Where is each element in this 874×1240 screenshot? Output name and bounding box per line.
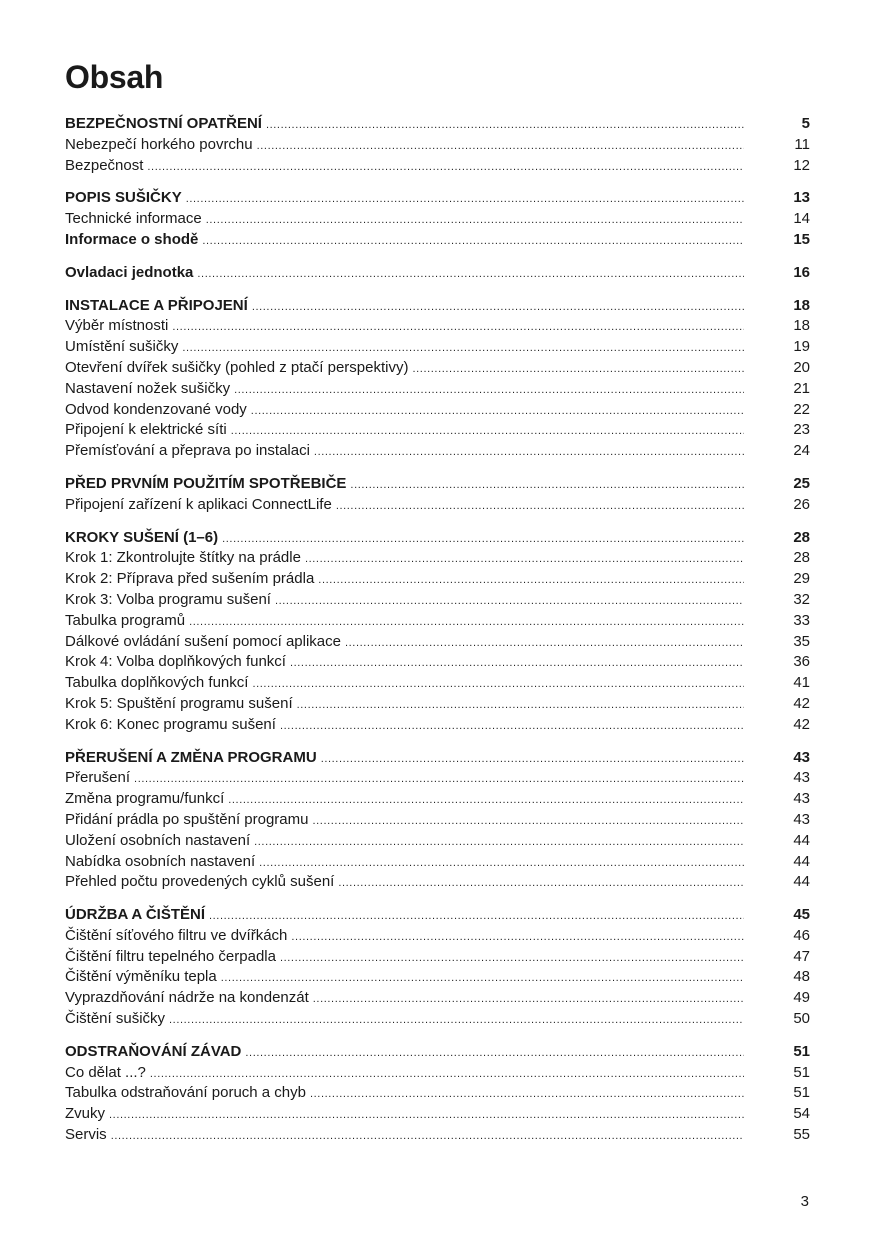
toc-entry-title: Zvuky <box>65 1105 106 1123</box>
toc-heading-entry[interactable] <box>65 188 810 209</box>
dot-leader <box>186 189 744 210</box>
toc-entry-title: KROKY SUŠENÍ (1–6) <box>65 528 219 546</box>
toc-entry-title: Servis <box>65 1126 107 1144</box>
dot-leader <box>134 769 744 790</box>
toc-entry[interactable] <box>65 1125 810 1146</box>
toc-entry[interactable] <box>65 337 810 358</box>
toc-entry-page: 41 <box>793 674 810 692</box>
dot-leader <box>172 317 744 338</box>
toc-entry-title: Informace o shodě <box>65 230 199 248</box>
toc-entry-page: 20 <box>793 358 810 376</box>
toc-entry-page: 55 <box>793 1126 810 1144</box>
toc-section <box>65 1042 810 1146</box>
toc-entry-title: Ovladaci jednotka <box>65 263 194 281</box>
toc-entry[interactable] <box>65 694 810 715</box>
dot-leader <box>206 210 744 231</box>
dot-leader <box>251 401 744 422</box>
toc-entry[interactable] <box>65 135 810 156</box>
toc-entry-page: 46 <box>793 926 810 944</box>
toc-section <box>65 296 810 462</box>
toc-section <box>65 114 810 176</box>
toc-entry-page: 50 <box>793 1010 810 1028</box>
dot-leader <box>259 853 744 874</box>
toc-entry-page: 24 <box>793 442 810 460</box>
toc-entry-title: Umístění sušičky <box>65 338 179 356</box>
page-number: 3 <box>800 1193 809 1210</box>
toc-entry-title: Tabulka programů <box>65 611 186 629</box>
toc-entry-page: 16 <box>793 263 810 281</box>
toc-entry[interactable] <box>65 379 810 400</box>
toc-entry[interactable] <box>65 831 810 852</box>
dot-leader <box>412 359 744 380</box>
toc-entry-title: Krok 5: Spuštění programu sušení <box>65 694 293 712</box>
toc-entry-title: Tabulka doplňkových funkcí <box>65 674 249 692</box>
toc-entry-title: Uložení osobních nastavení <box>65 831 251 849</box>
dot-leader <box>290 653 744 674</box>
toc-section <box>65 263 810 284</box>
toc-entry[interactable] <box>65 156 810 177</box>
toc-entry-title: POPIS SUŠIČKY <box>65 189 182 207</box>
dot-leader <box>209 906 744 927</box>
dot-leader <box>147 157 744 178</box>
toc-entry-page: 18 <box>793 317 810 335</box>
toc-heading-entry[interactable] <box>65 1042 810 1063</box>
dot-leader <box>310 1084 744 1105</box>
dot-leader <box>266 115 744 136</box>
dot-leader <box>245 1043 744 1064</box>
toc-entry-title: Výběr místnosti <box>65 317 169 335</box>
toc-entry-page: 35 <box>793 632 810 650</box>
toc-entry-title: Krok 2: Příprava před sušením prádla <box>65 570 315 588</box>
toc-entry[interactable] <box>65 495 810 516</box>
dot-leader <box>150 1064 744 1085</box>
table-of-contents <box>65 114 810 1158</box>
toc-section <box>65 748 810 894</box>
toc-entry-page: 54 <box>793 1105 810 1123</box>
toc-heading-entry[interactable] <box>65 474 810 495</box>
toc-entry-page: 43 <box>793 748 810 766</box>
toc-entry-title: Čištění sušičky <box>65 1010 166 1028</box>
toc-entry-page: 45 <box>793 906 810 924</box>
page-title: Obsah <box>65 59 164 95</box>
dot-leader <box>280 948 744 969</box>
toc-entry[interactable] <box>65 441 810 462</box>
toc-entry-page: 51 <box>793 1084 810 1102</box>
toc-entry-page: 23 <box>793 421 810 439</box>
toc-entry-title: Změna programu/funkcí <box>65 790 225 808</box>
toc-entry[interactable] <box>65 926 810 947</box>
dot-leader <box>338 873 744 894</box>
toc-entry[interactable] <box>65 768 810 789</box>
dot-leader <box>336 496 744 517</box>
dot-leader <box>321 749 744 770</box>
dot-leader <box>257 136 744 157</box>
toc-entry-title: Přehled počtu provedených cyklů sušení <box>65 873 335 891</box>
toc-entry-title: Odvod kondenzované vody <box>65 400 247 418</box>
toc-entry[interactable] <box>65 947 810 968</box>
toc-entry-title: Čištění výměníku tepla <box>65 968 217 986</box>
dot-leader <box>222 529 744 550</box>
toc-section <box>65 188 810 250</box>
dot-leader <box>345 633 744 654</box>
toc-entry-page: 28 <box>793 549 810 567</box>
toc-entry-title: Přidání prádla po spuštění programu <box>65 810 309 828</box>
toc-entry-page: 36 <box>793 653 810 671</box>
dot-leader <box>234 380 744 401</box>
dot-leader <box>231 421 744 442</box>
toc-heading-entry[interactable] <box>65 263 810 284</box>
toc-entry-page: 44 <box>793 852 810 870</box>
toc-entry-page: 13 <box>793 189 810 207</box>
toc-entry-page: 42 <box>793 715 810 733</box>
dot-leader <box>197 264 744 285</box>
toc-entry-page: 18 <box>793 296 810 314</box>
toc-entry[interactable] <box>65 611 810 632</box>
toc-entry[interactable] <box>65 988 810 1009</box>
toc-entry-page: 22 <box>793 400 810 418</box>
toc-entry-title: Nebezpečí horkého povrchu <box>65 135 253 153</box>
toc-entry[interactable] <box>65 652 810 673</box>
dot-leader <box>318 570 744 591</box>
toc-entry-page: 12 <box>793 156 810 174</box>
toc-entry-title: ODSTRAŇOVÁNÍ ZÁVAD <box>65 1042 242 1060</box>
dot-leader <box>202 231 744 252</box>
toc-entry-title: Čištění filtru tepelného čerpadla <box>65 947 276 965</box>
toc-entry-page: 25 <box>793 474 810 492</box>
toc-entry[interactable] <box>65 590 810 611</box>
dot-leader <box>111 1126 744 1147</box>
toc-entry-page: 14 <box>793 210 810 228</box>
toc-entry-page: 32 <box>793 590 810 608</box>
toc-section <box>65 528 810 736</box>
toc-entry-page: 11 <box>794 135 810 153</box>
toc-entry[interactable] <box>65 673 810 694</box>
dot-leader <box>252 297 744 318</box>
toc-entry-page: 48 <box>793 968 810 986</box>
toc-entry[interactable] <box>65 1083 810 1104</box>
toc-entry-page: 49 <box>793 989 810 1007</box>
dot-leader <box>275 591 744 612</box>
dot-leader <box>314 442 744 463</box>
toc-entry-title: Přerušení <box>65 769 131 787</box>
toc-section <box>65 474 810 516</box>
toc-entry-page: 28 <box>793 528 810 546</box>
toc-entry-title: Připojení k elektrické síti <box>65 421 227 439</box>
toc-heading-entry[interactable] <box>65 114 810 135</box>
toc-entry-title: Dálkové ovládání sušení pomocí aplikace <box>65 632 341 650</box>
dot-leader <box>305 549 744 570</box>
toc-entry-page: 43 <box>793 769 810 787</box>
toc-entry-page: 43 <box>793 790 810 808</box>
toc-entry-title: Vyprazdňování nádrže na kondenzát <box>65 989 309 1007</box>
toc-entry[interactable] <box>65 872 810 893</box>
toc-entry[interactable] <box>65 548 810 569</box>
toc-entry[interactable] <box>65 420 810 441</box>
toc-entry[interactable] <box>65 1009 810 1030</box>
toc-entry-title: ÚDRŽBA A ČIŠTĚNÍ <box>65 906 205 924</box>
toc-entry-title: Otevření dvířek sušičky (pohled z ptačí perspektivy) <box>65 358 409 376</box>
toc-entry-title: INSTALACE A PŘIPOJENÍ <box>65 296 248 314</box>
toc-entry-page: 26 <box>793 495 810 513</box>
toc-entry-title: Přemísťování a přeprava po instalaci <box>65 442 310 460</box>
toc-entry-title: Připojení zařízení k aplikaci ConnectLife <box>65 495 332 513</box>
toc-entry[interactable] <box>65 852 810 873</box>
toc-entry-title: Čištění síťového filtru ve dvířkách <box>65 926 288 944</box>
toc-entry-page: 51 <box>793 1063 810 1081</box>
toc-heading-entry[interactable] <box>65 748 810 769</box>
dot-leader <box>350 475 744 496</box>
toc-entry-title: Nastavení nožek sušičky <box>65 379 231 397</box>
dot-leader <box>182 338 744 359</box>
toc-entry-title: PŘERUŠENÍ A ZMĚNA PROGRAMU <box>65 748 317 766</box>
toc-entry[interactable] <box>65 569 810 590</box>
toc-entry-title: Tabulka odstraňování poruch a chyb <box>65 1084 306 1102</box>
toc-entry[interactable] <box>65 400 810 421</box>
toc-entry-title: Nabídka osobních nastavení <box>65 852 256 870</box>
toc-heading-entry[interactable] <box>65 296 810 317</box>
toc-entry[interactable] <box>65 810 810 831</box>
toc-entry-title: Krok 1: Zkontrolujte štítky na prádle <box>65 549 301 567</box>
toc-entry-title: Technické informace <box>65 210 202 228</box>
toc-heading-entry[interactable] <box>65 230 810 251</box>
dot-leader <box>228 790 744 811</box>
dot-leader <box>252 674 744 695</box>
toc-entry-page: 15 <box>793 230 810 248</box>
dot-leader <box>313 989 744 1010</box>
dot-leader <box>291 927 744 948</box>
dot-leader <box>312 811 744 832</box>
toc-entry-page: 19 <box>793 338 810 356</box>
toc-entry-page: 47 <box>793 947 810 965</box>
toc-entry-page: 21 <box>793 379 810 397</box>
toc-entry[interactable] <box>65 632 810 653</box>
toc-entry-title: Krok 6: Konec programu sušení <box>65 715 276 733</box>
toc-entry[interactable] <box>65 358 810 379</box>
toc-entry-page: 44 <box>793 873 810 891</box>
toc-entry-title: PŘED PRVNÍM POUŽITÍM SPOTŘEBIČE <box>65 474 347 492</box>
toc-heading-entry[interactable] <box>65 905 810 926</box>
toc-entry[interactable] <box>65 789 810 810</box>
toc-entry[interactable] <box>65 1063 810 1084</box>
dot-leader <box>189 612 744 633</box>
toc-entry[interactable] <box>65 715 810 736</box>
toc-entry-page: 43 <box>793 810 810 828</box>
toc-entry-page: 5 <box>801 115 810 132</box>
toc-entry-page: 42 <box>793 694 810 712</box>
toc-entry-title: Krok 4: Volba doplňkových funkcí <box>65 653 286 671</box>
dot-leader <box>297 695 744 716</box>
toc-entry[interactable] <box>65 967 810 988</box>
toc-heading-entry[interactable] <box>65 528 810 549</box>
toc-entry-page: 33 <box>793 611 810 629</box>
toc-section <box>65 905 810 1030</box>
toc-entry[interactable] <box>65 1104 810 1125</box>
toc-entry[interactable] <box>65 316 810 337</box>
dot-leader <box>109 1105 744 1126</box>
toc-entry-title: Krok 3: Volba programu sušení <box>65 590 271 608</box>
toc-entry-page: 44 <box>793 831 810 849</box>
dot-leader <box>221 968 744 989</box>
toc-entry[interactable] <box>65 209 810 230</box>
toc-entry-title: Co dělat ...? <box>65 1063 146 1081</box>
toc-entry-page: 51 <box>793 1042 810 1060</box>
dot-leader <box>254 832 744 853</box>
toc-entry-title: Bezpečnost <box>65 156 144 174</box>
toc-entry-title: BEZPEČNOSTNÍ OPATŘENÍ <box>65 115 262 132</box>
toc-entry-page: 29 <box>793 570 810 588</box>
dot-leader <box>280 716 744 737</box>
dot-leader <box>169 1010 744 1031</box>
